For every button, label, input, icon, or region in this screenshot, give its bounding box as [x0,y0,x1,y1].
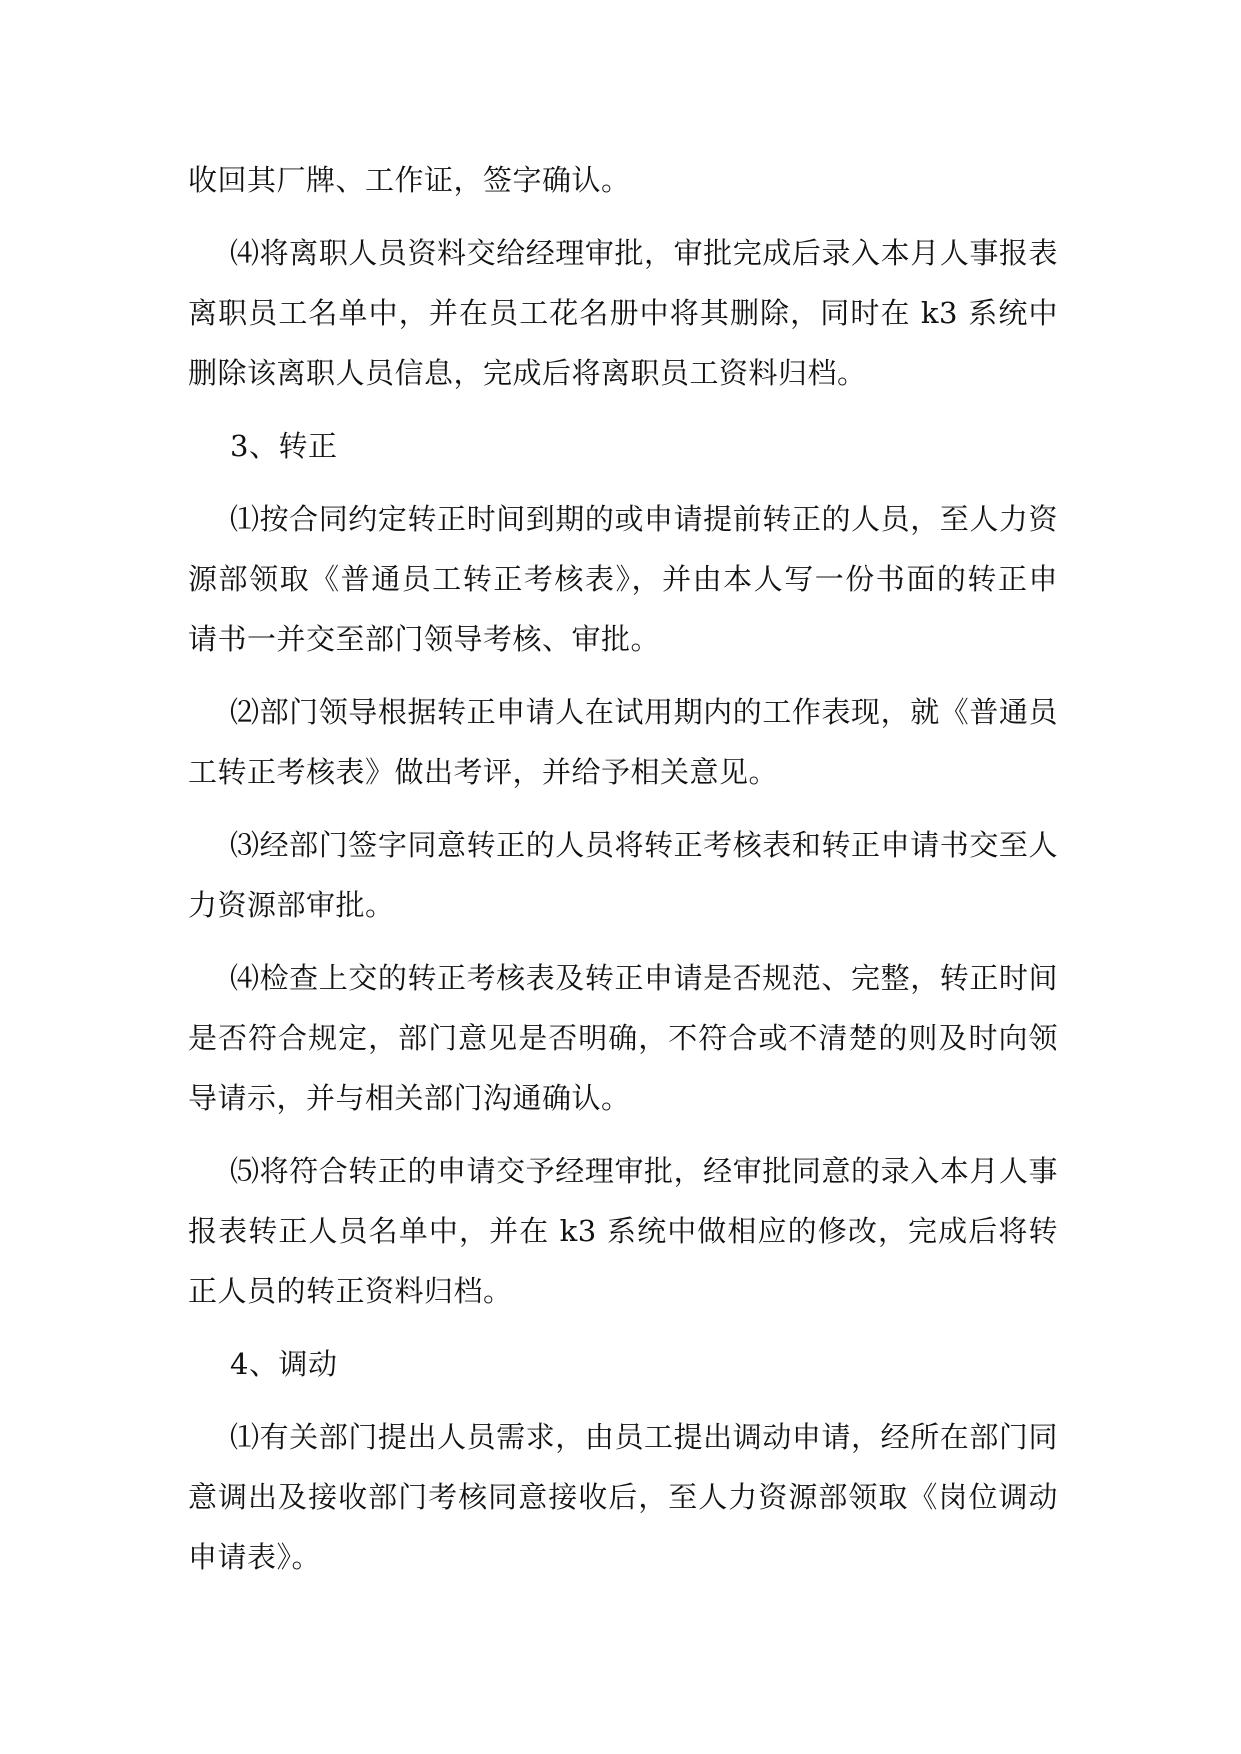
paragraph-transfer-step-1: ⑴有关部门提出人员需求，由员工提出调动申请，经所在部门同意调出及接收部门考核同意接收后，至人力资源部领取《岗位调动申请表》。 [188,1420,1058,1574]
paragraph-continuation: 收回其厂牌、工作证，签字确认。 [188,163,631,197]
document-body [188,150,1058,1587]
paragraph-regularization-step-1: ⑴按合同约定转正时间到期的或申请提前转正的人员，至人力资源部领取《普通员工转正考核表》，并由本人写一份书面的转正申请书一并交至部门领导考核、审批。 [188,502,1058,656]
paragraph-resignation-step-4: ⑷将离职人员资料交给经理审批，审批完成后录入本月人事报表离职员工名单中，并在员工花名册中将其删除，同时在 k3 系统中删除该离职人员信息，完成后将离职员工资料归档。 [188,236,1058,390]
paragraph-regularization-step-3: ⑶经部门签字同意转正的人员将转正考核表和转正申请书交至人力资源部审批。 [188,828,1058,922]
section-heading-transfer: 4、调动 [230,1347,338,1381]
section-heading-regularization: 3、转正 [230,429,338,463]
paragraph-regularization-step-4: ⑷检查上交的转正考核表及转正申请是否规范、完整，转正时间是否符合规定，部门意见是否明确，不符合或不清楚的则及时向领导请示，并与相关部门沟通确认。 [188,961,1058,1115]
paragraph-regularization-step-2: ⑵部门领导根据转正申请人在试用期内的工作表现，就《普通员工转正考核表》做出考评，并给予相关意见。 [188,695,1058,789]
paragraph-regularization-step-5: ⑸将符合转正的申请交予经理审批，经审批同意的录入本月人事报表转正人员名单中，并在 k3 系统中做相应的修改，完成后将转正人员的转正资料归档。 [188,1154,1058,1308]
